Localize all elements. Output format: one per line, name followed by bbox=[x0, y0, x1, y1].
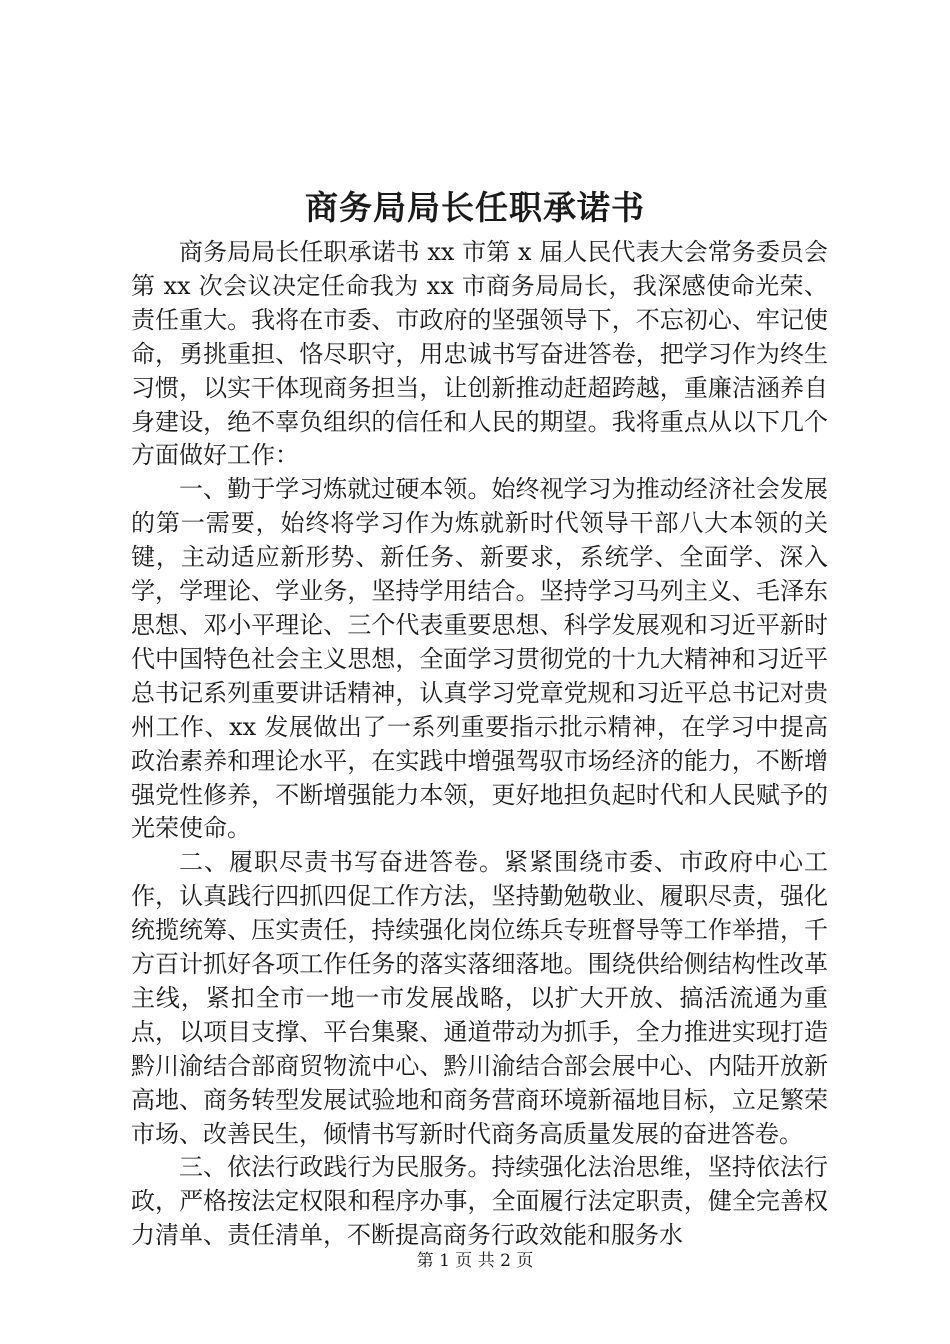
section-paragraph-3: 三、依法行政践行为民服务。持续强化法治思维，坚持依法行政，严格按法定权限和程序办事，全面履行法定职责，健全完善权力清单、责任清单，不断提高商务行政效能和服务水 bbox=[131, 1153, 828, 1250]
document-title: 商务局局长任职承诺书 bbox=[305, 188, 645, 227]
intro-paragraph: 商务局局长任职承诺书 xx 市第 x 届人民代表大会常务委员会第 xx 次会议决定任命我为 xx 市商务局局长，我深感使命光荣、责任重大。我将在市委、市政府的坚强领导下，不忘初心、牢记使命，勇挑重担、恪尽职守，用忠诚书写奋进答卷，把学习作为终生习惯，以实干体现商务担当，让创新推动赶超跨越，重廉洁涵养自身建设，绝不辜负组织的信任和人民的期望。我将重点从以下几个方面做好工作： bbox=[131, 238, 828, 470]
section-paragraph-1: 一、勤于学习炼就过硬本领。始终视学习为推动经济社会发展的第一需要，始终将学习作为炼就新时代领导干部八大本领的关键，主动适应新形势、新任务、新要求，系统学、全面学、深入学，学理论、学业务，坚持学用结合。坚持学习马列主义、毛泽东思想、邓小平理论、三个代表重要思想、科学发展观和习近平新时代中国特色社会主义思想，全面学习贯彻党的十九大精神和习近平总书记系列重要讲话精神，认真学习党章党规和习近平总书记对贵州工作、xx 发展做出了一系列重要指示批示精神，在学习中提高政治素养和理论水平，在实践中增强驾驭市场经济的能力，不断增强党性修养，不断增强能力本领，更好地担负起时代和人民赋予的光荣使命。 bbox=[131, 475, 828, 843]
page-footer: 第 1 页 共 2 页 bbox=[416, 1251, 534, 1271]
section-paragraph-2: 二、履职尽责书写奋进答卷。紧紧围绕市委、市政府中心工作，认真践行四抓四促工作方法，坚持勤勉敬业、履职尽责，强化统揽统筹、压实责任，持续强化岗位练兵专班督导等工作举措，千方百计抓好各项工作任务的落实落细落地。围绕供给侧结构性改革主线，紧扣全市一地一市发展战略，以扩大开放、搞活流通为重点，以项目支撑、平台集聚、通道带动为抓手，全力推进实现打造黔川渝结合部商贸物流中心、黔川渝结合部会展中心、内陆开放新高地、商务转型发展试验地和商务营商环境新福地目标，立足繁荣市场、改善民生，倾情书写新时代商务高质量发展的奋进答卷。 bbox=[131, 848, 828, 1148]
document-body bbox=[131, 236, 828, 1253]
